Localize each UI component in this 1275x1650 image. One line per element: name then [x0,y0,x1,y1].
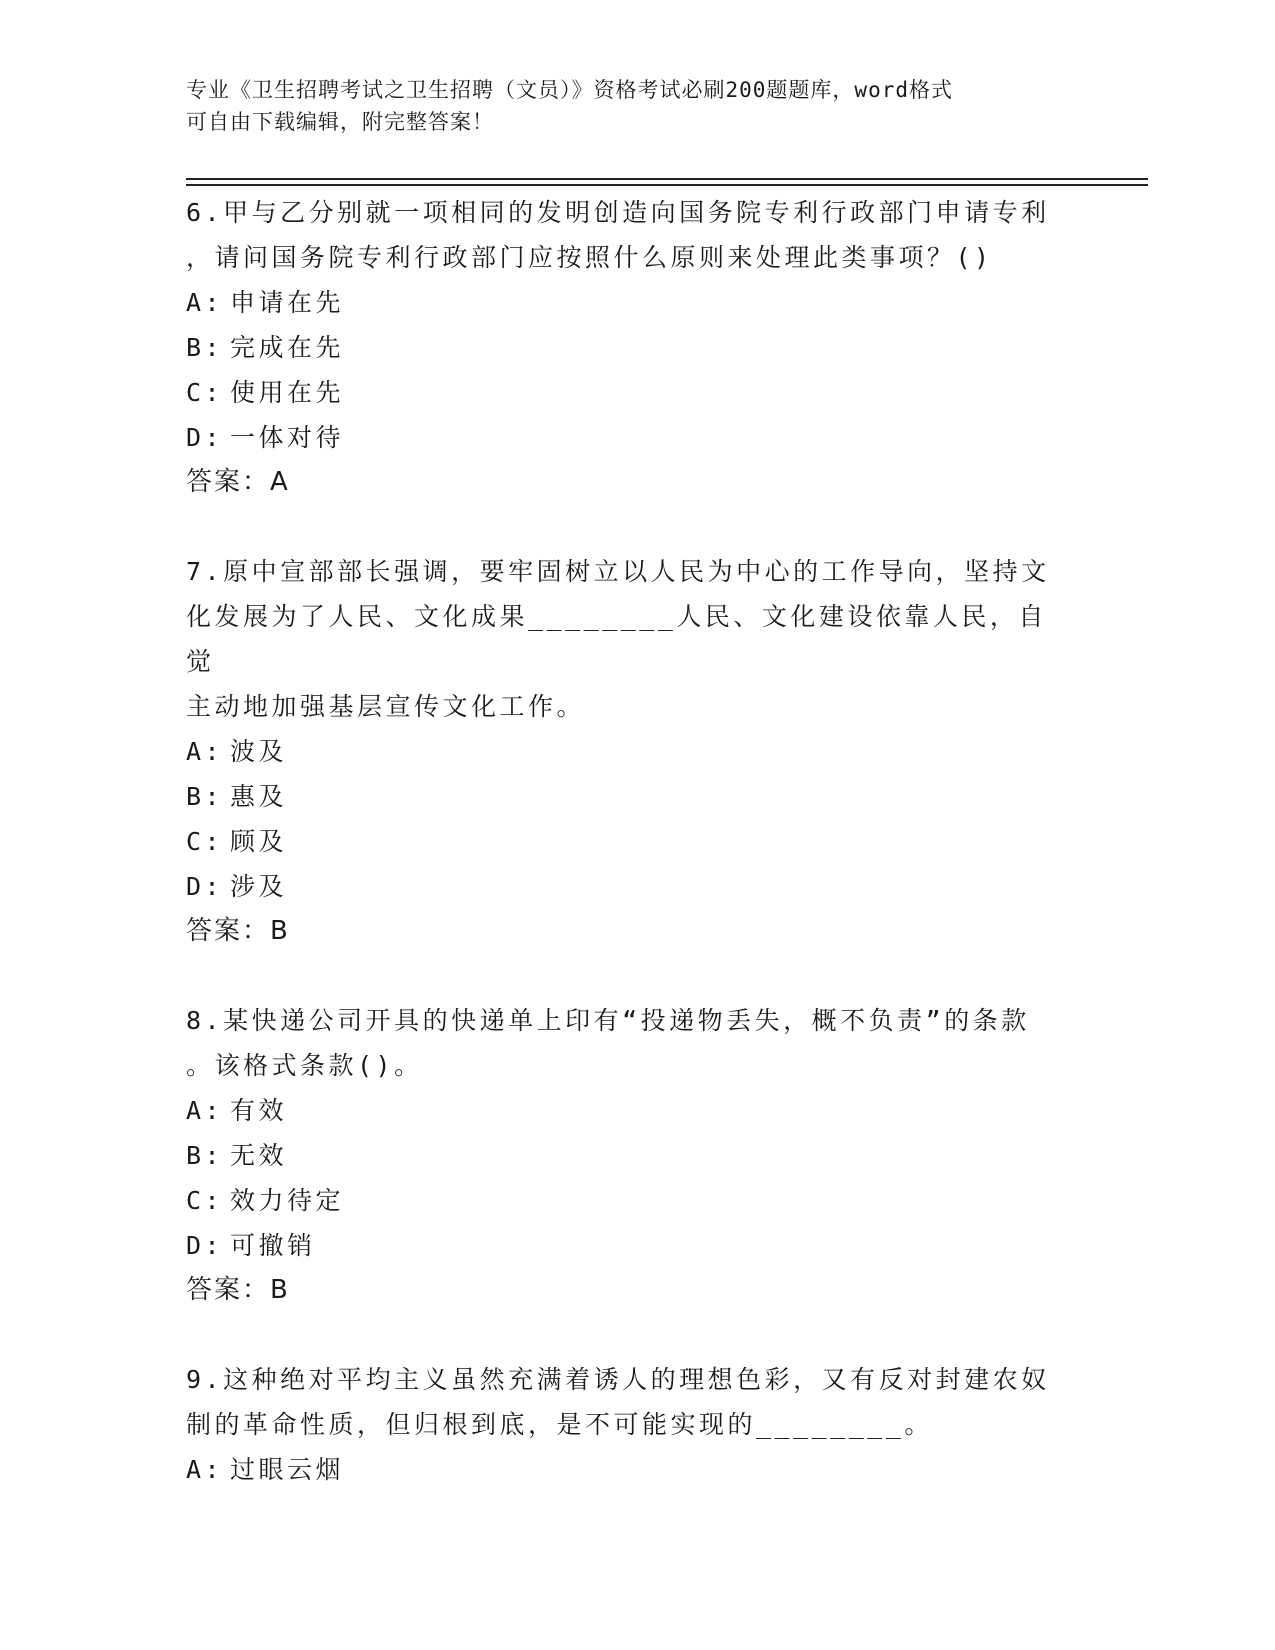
option-letter: A: [186,288,224,317]
document-header [186,74,1066,138]
question-text [186,190,1066,280]
header-divider-bottom [186,184,1148,186]
question-text [186,549,1066,729]
header-line-2: 可自由下载编辑，附完整答案！ [186,110,494,134]
question-text-line: 化发展为了人民、文化成果________人民、文化建设依靠人民，自觉 [186,602,1047,676]
answer-line: 答案：A [186,467,290,497]
header-line-1: 专业《卫生招聘考试之卫生招聘（文员）》资格考试必刷200题题库，word格式 [186,78,953,102]
option-letter: A: [186,1455,224,1484]
option-d [186,1223,1066,1268]
question-text-line: 6.甲与乙分别就一项相同的发明创造向国务院专利行政部门申请专利 [186,198,1050,227]
option-c [186,370,1066,415]
option-c [186,1178,1066,1223]
option-a [186,280,1066,325]
question-text-line: 主动地加强基层宣传文化工作。 [186,692,586,721]
question-7 [186,549,1066,954]
option-text: 涉及 [230,872,288,901]
answer-line: 答案：B [186,916,290,946]
option-text: 有效 [230,1096,288,1125]
option-d [186,415,1066,460]
question-8 [186,998,1066,1313]
option-letter: A: [186,1096,224,1125]
option-text: 惠及 [230,782,288,811]
option-letter: D: [186,872,224,901]
answer-line: 答案：B [186,1275,290,1305]
option-b [186,774,1066,819]
option-letter: D: [186,1231,224,1260]
question-text [186,998,1066,1088]
option-b [186,325,1066,370]
option-text: 完成在先 [230,333,345,362]
option-text: 申请在先 [230,288,345,317]
question-text-line: 制的革命性质，但归根到底，是不可能实现的________。 [186,1410,933,1439]
question-9 [186,1357,1066,1492]
option-a [186,1447,1066,1492]
question-text [186,1357,1066,1447]
question-text-line: ，请问国务院专利行政部门应按照什么原则来处理此类事项？() [186,243,993,272]
option-text: 过眼云烟 [230,1455,345,1484]
question-text-line: 7.原中宣部部长强调，要牢固树立以人民为中心的工作导向，坚持文 [186,557,1050,586]
option-text: 顾及 [230,827,288,856]
option-c [186,819,1066,864]
option-a [186,1088,1066,1133]
option-b [186,1133,1066,1178]
option-text: 效力待定 [230,1186,345,1215]
option-d [186,864,1066,909]
option-text: 波及 [230,737,288,766]
option-text: 使用在先 [230,378,345,407]
option-letter: C: [186,827,224,856]
option-text: 可撤销 [230,1231,316,1260]
option-letter: B: [186,333,224,362]
option-letter: B: [186,782,224,811]
question-text-line: 9.这种绝对平均主义虽然充满着诱人的理想色彩，又有反对封建农奴 [186,1365,1050,1394]
option-letter: D: [186,423,224,452]
question-list [186,190,1066,1536]
option-text: 一体对待 [230,423,345,452]
question-text-line: 8.某快递公司开具的快递单上印有“投递物丢失，概不负责”的条款 [186,1006,1030,1035]
option-a [186,729,1066,774]
option-letter: C: [186,378,224,407]
option-letter: A: [186,737,224,766]
question-text-line: 。该格式条款()。 [186,1051,423,1080]
header-divider-top [186,178,1148,180]
question-6 [186,190,1066,505]
option-letter: C: [186,1186,224,1215]
option-letter: B: [186,1141,224,1170]
option-text: 无效 [230,1141,288,1170]
